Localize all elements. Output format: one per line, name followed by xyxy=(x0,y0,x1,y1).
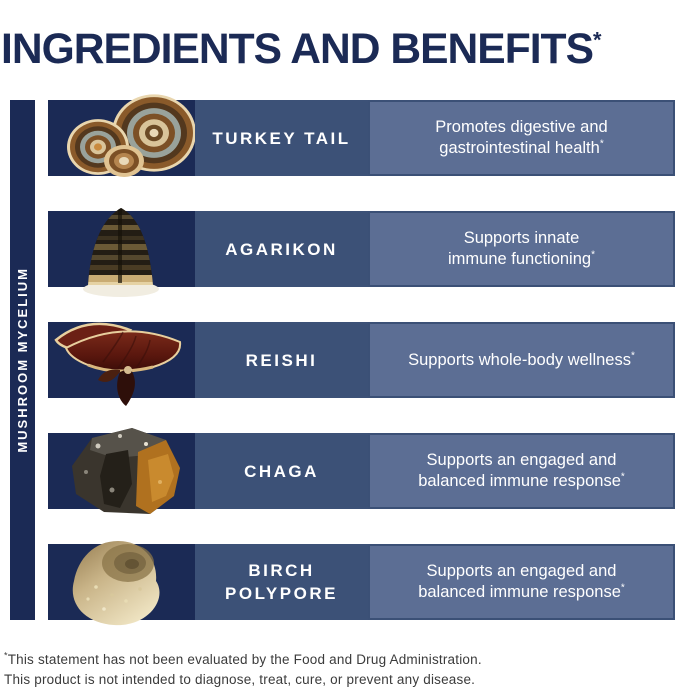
benefit-line: Supports whole-body wellness* xyxy=(408,350,635,369)
ingredient-name: TURKEY TAIL xyxy=(195,100,368,176)
ingredient-benefit xyxy=(368,100,675,176)
page-title xyxy=(1,25,672,73)
benefit-line: Promotes digestive and xyxy=(435,118,608,136)
benefit-line: Supports an engaged and xyxy=(426,451,617,469)
mushroom-mycelium-label: MUSHROOM MYCELIUM xyxy=(15,267,30,453)
ingredient-name: CHAGA xyxy=(195,433,368,509)
photo-frame xyxy=(48,322,195,398)
disclaimer-line-1: *This statement has not been evaluated by the Food and Drug Administration. xyxy=(4,650,482,667)
ingredient-name: BIRCH POLYPORE xyxy=(195,544,368,620)
photo-frame xyxy=(48,100,195,176)
benefit-line: Supports an engaged and xyxy=(426,562,617,580)
benefit-line: balanced immune response* xyxy=(418,471,625,490)
benefit-line: balanced immune response* xyxy=(418,582,625,601)
ingredient-name: AGARIKON xyxy=(195,211,368,287)
benefit-line: Supports innate xyxy=(463,229,580,247)
turkey-tail-mushroom-photo xyxy=(66,91,201,185)
ingredient-benefit xyxy=(368,211,675,287)
reishi-mushroom-photo xyxy=(48,312,188,408)
fda-disclaimer xyxy=(4,650,674,689)
photo-frame xyxy=(48,211,195,287)
birch-polypore-mushroom-photo xyxy=(56,537,176,631)
ingredient-name: REISHI xyxy=(195,322,368,398)
ingredient-benefit xyxy=(368,322,675,398)
ingredient-row-birch-polypore xyxy=(0,544,679,620)
ingredient-row-agarikon xyxy=(0,211,679,287)
ingredient-row-reishi xyxy=(0,322,679,398)
disclaimer-line-2: This product is not intended to diagnose, treat, cure, or prevent any disease. xyxy=(4,671,476,687)
benefit-line: immune functioning* xyxy=(448,249,595,268)
agarikon-mushroom-photo xyxy=(76,203,166,298)
ingredient-benefit xyxy=(368,544,675,620)
ingredient-benefit xyxy=(368,433,675,509)
photo-frame xyxy=(48,433,195,509)
title-asterisk: * xyxy=(592,27,602,53)
page-title-text: INGREDIENTS AND BENEFITS xyxy=(1,24,593,73)
ingredient-row-turkey-tail xyxy=(0,100,679,176)
chaga-mushroom-photo xyxy=(62,424,184,518)
ingredient-row-chaga xyxy=(0,433,679,509)
benefit-line: gastrointestinal health* xyxy=(439,138,604,157)
photo-frame xyxy=(48,544,195,620)
